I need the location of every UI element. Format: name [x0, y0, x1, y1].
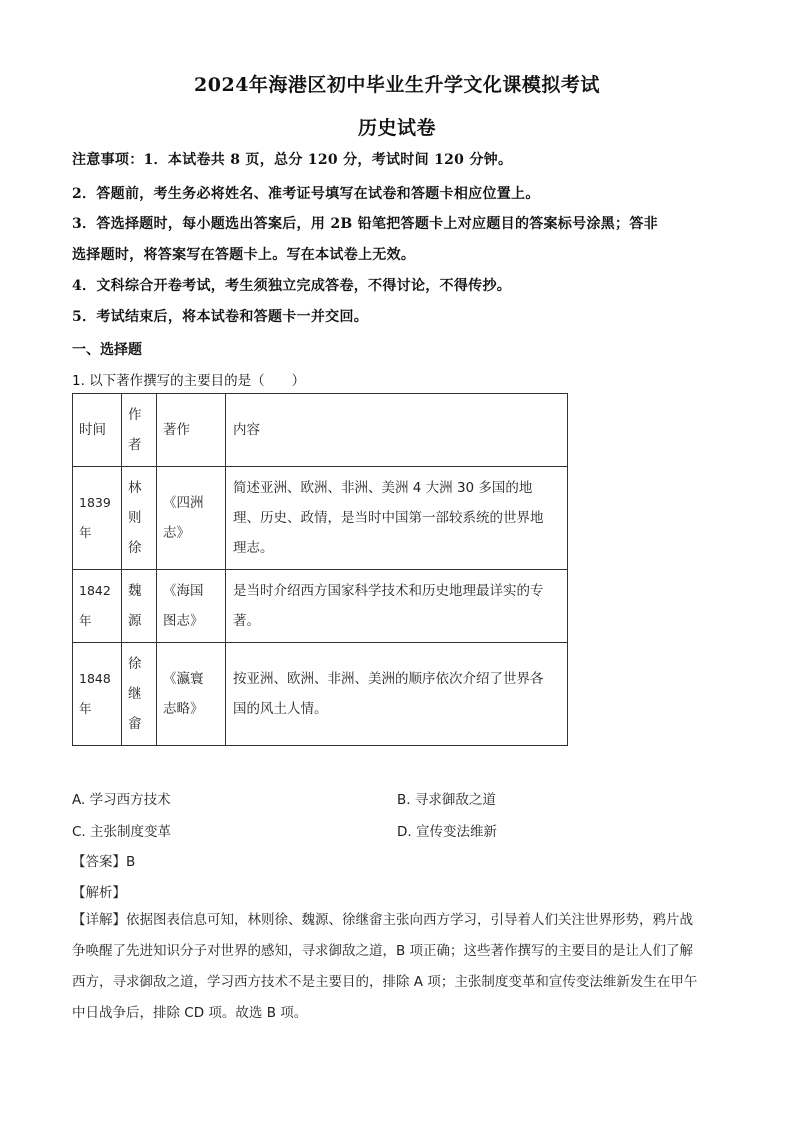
- table-cell-time: 1848 年: [73, 643, 122, 746]
- section-heading: 一、选择题: [72, 342, 142, 358]
- explanation-line: 争唤醒了先进知识分子对世界的感知，寻求御敌之道，B 项正确；这些著作撰写的主要目的是让人们了解: [72, 943, 694, 959]
- table-row: [73, 570, 568, 643]
- option-a[interactable]: A. 学习西方技术: [72, 792, 171, 808]
- table-header-cell: 作 者: [122, 394, 157, 467]
- table-cell-author: 魏 源: [122, 570, 157, 643]
- table-header-cell: 时间: [73, 394, 122, 467]
- table-cell-content: 简述亚洲、欧洲、非洲、美洲 4 大洲 30 多国的地 理、历史、政情，是当时中国第一部较系统的世界地 理志。: [226, 467, 568, 570]
- explanation-line: 西方，寻求御敌之道，学习西方技术不是主要目的，排除 A 项；主张制度变革和宣传变法维新发生在甲午: [72, 974, 698, 990]
- table-cell-content: 按亚洲、欧洲、非洲、美洲的顺序依次介绍了世界各 国的风土人情。: [226, 643, 568, 746]
- question-stem: 1. 以下著作撰写的主要目的是（ ）: [72, 373, 306, 389]
- table-cell-work: 《海国 图志》: [157, 570, 226, 643]
- analysis-label: 【解析】: [72, 885, 126, 901]
- table-cell-author: 林 则 徐: [122, 467, 157, 570]
- table-cell-work: 《四洲 志》: [157, 467, 226, 570]
- exam-title: 2024年海港区初中毕业生升学文化课模拟考试: [194, 74, 600, 96]
- table-cell-content: 是当时介绍西方国家科学技术和历史地理最详实的专 著。: [226, 570, 568, 643]
- table-header-cell: 内容: [226, 394, 568, 467]
- table-cell-work: 《瀛寰 志略》: [157, 643, 226, 746]
- note-line: 2．答题前，考生务必将姓名、准考证号填写在试卷和答题卡相应位置上。: [72, 186, 540, 202]
- note-line: 注意事项：1．本试卷共 8 页，总分 120 分，考试时间 120 分钟。: [72, 152, 513, 168]
- note-line: 选择题时，将答案写在答题卡上。写在本试卷上无效。: [72, 247, 416, 263]
- table-header-cell: 著作: [157, 394, 226, 467]
- table-cell-time: 1842 年: [73, 570, 122, 643]
- exam-subtitle: 历史试卷: [357, 117, 436, 139]
- explanation-line: 中日战争后，排除 CD 项。故选 B 项。: [72, 1005, 308, 1021]
- explanation-line: 【详解】依据图表信息可知，林则徐、魏源、徐继畲主张向西方学习，引导着人们关注世界形势，鸦片战: [72, 912, 693, 928]
- table-header-row: [73, 394, 568, 467]
- table-cell-author: 徐 继 畲: [122, 643, 157, 746]
- question-table: [72, 393, 568, 746]
- answer-label: 【答案】B: [72, 854, 136, 870]
- note-line: 5．考试结束后，将本试卷和答题卡一并交回。: [72, 309, 369, 325]
- note-line: 4．文科综合开卷考试，考生须独立完成答卷，不得讨论，不得传抄。: [72, 278, 512, 294]
- option-d[interactable]: D. 宣传变法维新: [397, 824, 497, 840]
- table-row: [73, 643, 568, 746]
- option-c[interactable]: C. 主张制度变革: [72, 824, 172, 840]
- table-row: [73, 467, 568, 570]
- option-b[interactable]: B. 寻求御敌之道: [397, 792, 496, 808]
- table-cell-time: 1839 年: [73, 467, 122, 570]
- note-line: 3．答选择题时，每小题选出答案后，用 2B 铅笔把答题卡上对应题目的答案标号涂黑；答非: [72, 216, 658, 232]
